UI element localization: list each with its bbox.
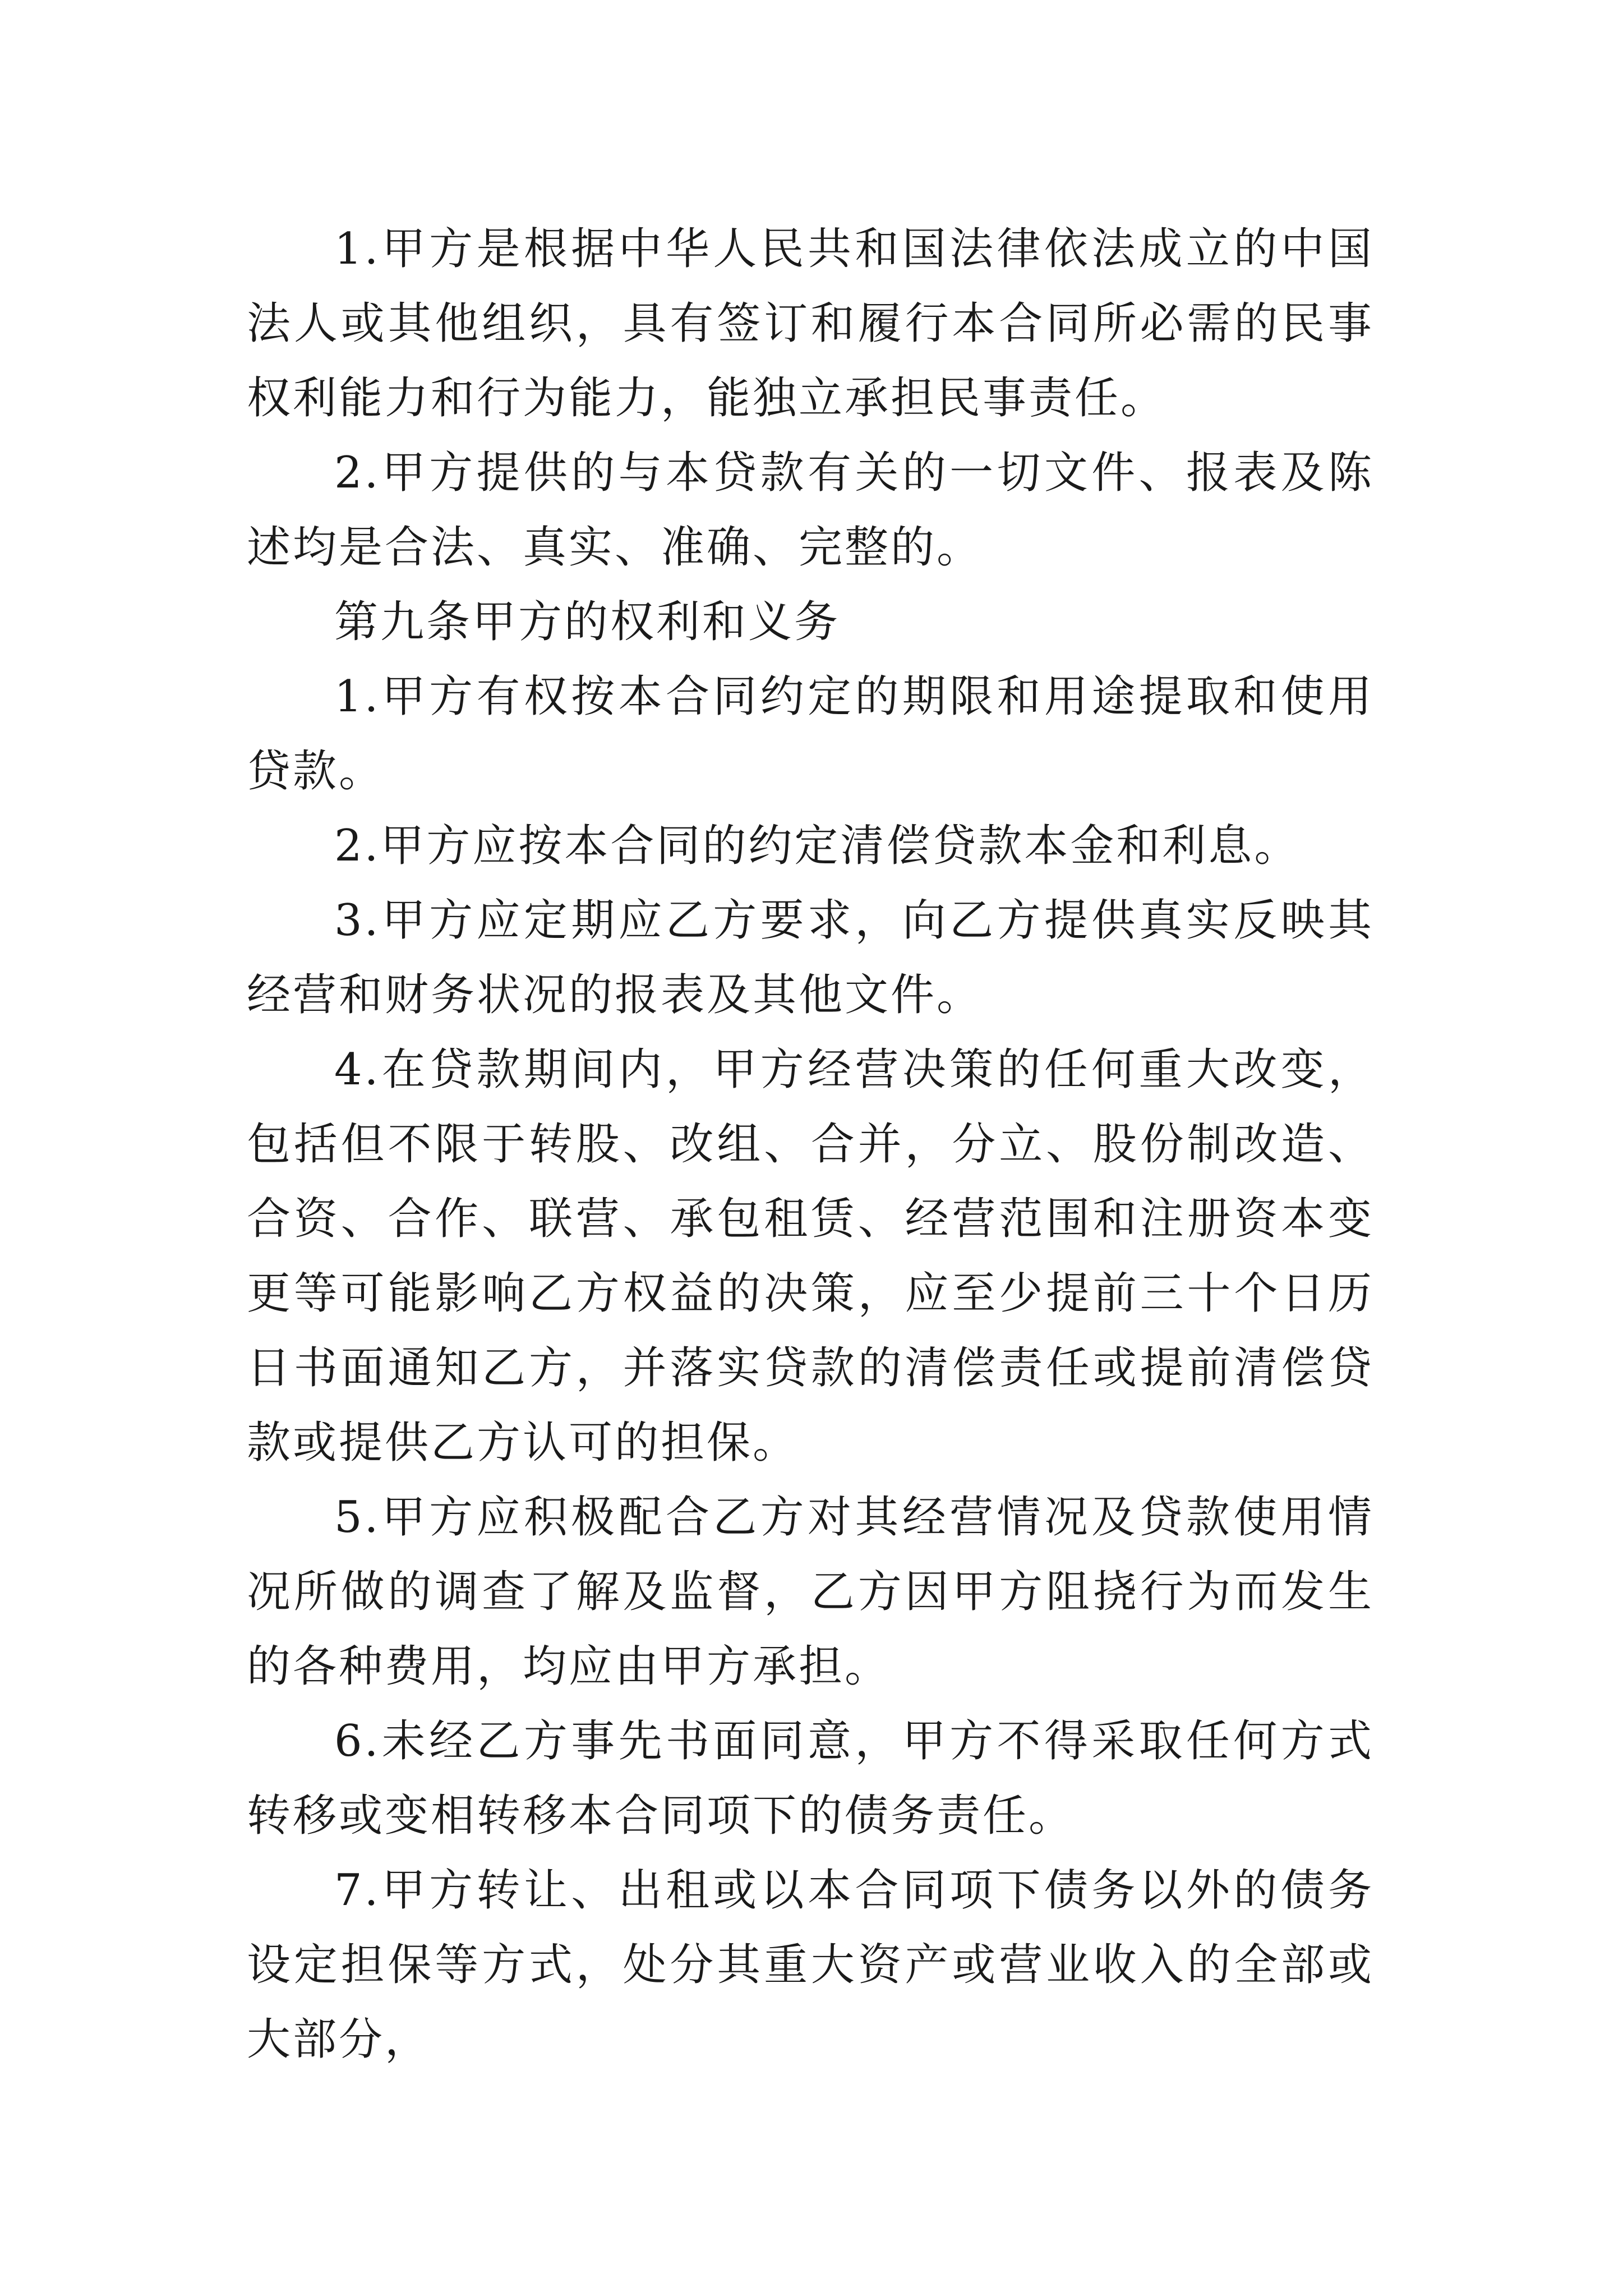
document-body xyxy=(247,212,1374,2077)
paragraph-7: 5.甲方应积极配合乙方对其经营情况及贷款使用情况所做的调查了解及监督，乙方因甲方阻挠行为而发生的各种费用，均应由甲方承担。 xyxy=(247,1492,1374,1692)
paragraph-8: 6.未经乙方事先书面同意，甲方不得采取任何方式转移或变相转移本合同项下的债务责任。 xyxy=(247,1716,1374,1841)
paragraph-6: 4.在贷款期间内，甲方经营决策的任何重大改变，包括但不限于转股、改组、合并，分立、股份制改造、合资、合作、联营、承包租赁、经营范围和注册资本变更等可能影响乙方权益的决策，应至少提前三十个日历日书面通知乙方，并落实贷款的清偿责任或提前清偿贷款或提供乙方认可的担保。 xyxy=(247,1045,1374,1468)
paragraph-3: 1.甲方有权按本合同约定的期限和用途提取和使用贷款。 xyxy=(247,671,1374,797)
paragraph-1: 1.甲方是根据中华人民共和国法律依法成立的中国法人或其他组织，具有签订和履行本合同所必需的民事权利能力和行为能力，能独立承担民事责任。 xyxy=(247,224,1374,424)
paragraph-5: 3.甲方应定期应乙方要求，向乙方提供真实反映其经营和财务状况的报表及其他文件。 xyxy=(247,895,1374,1020)
paragraph-9: 7.甲方转让、出租或以本合同项下债务以外的债务设定担保等方式，处分其重大资产或营业收入的全部或大部分， xyxy=(247,1865,1374,2065)
paragraph-2: 2.甲方提供的与本贷款有关的一切文件、报表及陈述均是合法、真实、准确、完整的。 xyxy=(247,448,1374,573)
section-heading: 第九条甲方的权利和义务 xyxy=(334,597,841,647)
paragraph-4: 2.甲方应按本合同的约定清偿贷款本金和利息。 xyxy=(334,821,1301,871)
